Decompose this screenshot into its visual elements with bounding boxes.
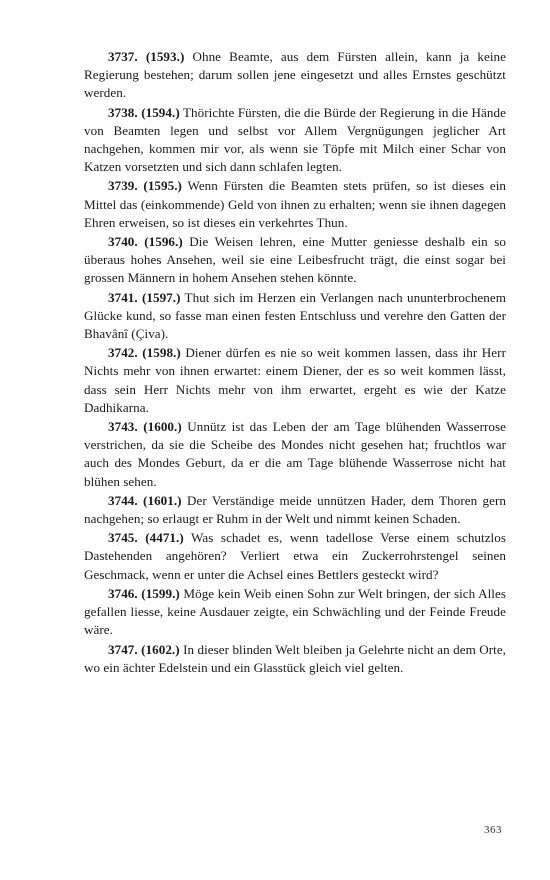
entry-3746: [84, 585, 506, 640]
page-body: [84, 48, 506, 678]
entry-3743: [84, 418, 506, 491]
entry-number: 3744. (1601.): [108, 492, 182, 508]
entry-3742: [84, 344, 506, 417]
entry-text: Die Weisen lehren, eine Mutter geniesse deshalb ein so überaus hohes Ansehen, weil sie eine Leibesfrucht trägt, die einst sogar bei grossen Männern in hohem Ansehen stehen könnte.: [84, 234, 506, 286]
entry-3738: [84, 104, 506, 177]
entry-3739: [84, 177, 506, 232]
entry-text: Thut sich im Herzen ein Verlangen nach ununterbrochenem Glücke kund, so fasse man einen festen Entschluss und verehre den Gatten der Bhavânî (Çiva).: [84, 289, 506, 342]
entry-3741: [84, 289, 506, 344]
page-number: 363: [484, 824, 502, 836]
entry-3744: [84, 492, 506, 528]
entry-number: 3741. (1597.): [108, 289, 181, 305]
entry-number: 3739. (1595.): [108, 178, 182, 194]
entry-number: 3745. (4471.): [108, 530, 184, 546]
entry-number: 3742. (1598.): [108, 345, 181, 361]
entry-text: Thörichte Fürsten, die die Bürde der Regierung in die Hände von Beamten legen und selbst vor Allem Vergnügungen jeglicher Art nachgehen, kommen mir vor, als wenn sie Töpfe mit Milch einer Schar von Katzen vorsetzten und sich dann schlafen legten.: [84, 104, 506, 175]
entry-3740: [84, 233, 506, 288]
entry-text: Unnütz ist das Leben der am Tage blühenden Wasserrose verstrichen, da sie die Scheibe des Mondes nicht gesehen hat; fruchtlos war auch des Mondes Geburt, da er die am Tage blühende Wasserrose nicht hat blühen sehen.: [84, 419, 506, 489]
entry-number: 3743. (1600.): [108, 419, 182, 435]
entry-text: Was schadet es, wenn tadellose Verse einem schutzlos Dastehenden angehören? Verliert etwa ein Zuckerrohrstengel seinen Geschmack, wenn er unter die Achsel eines Bettlers gesteckt wird?: [84, 530, 506, 582]
entry-3737: [84, 48, 506, 103]
entry-text: Der Verständige meide unnützen Hader, dem Thoren gern nachgehen; so erlaugt er Ruhm in der Welt und nimmt keinen Schaden.: [84, 492, 506, 527]
entry-number: 3738. (1594.): [108, 104, 180, 120]
entry-text: Diener dürfen es nie so weit kommen lassen, dass ihr Herr Nichts mehr von ihnen erwartet: einem Diener, der es so weit kommen lässt, dass sein Herr Nichts mehr von ihm erwartet, ergeht es wie der Katze Dadhikarna.: [84, 345, 506, 415]
entry-number: 3746. (1599.): [108, 585, 180, 601]
entry-3747: [84, 641, 506, 677]
entry-text: Wenn Fürsten die Beamten stets prüfen, so ist dieses ein Mittel das (einkommende) Geld von ihnen zu erhalten; wenn sie ihnen dagegen Ehren erweisen, so ist dieses ein verkehrtes Thun.: [84, 178, 506, 230]
entry-text: Ohne Beamte, aus dem Fürsten allein, kann ja keine Regierung bestehen; darum sollen jene eingesetzt und alles Ernstes geschützt werden.: [84, 49, 506, 101]
entry-text: Möge kein Weib einen Sohn zur Welt bringen, der sich Alles gefallen liesse, keine Ausdauer zeigte, ein Schwächling und der Feinde Freude wäre.: [84, 585, 506, 638]
entry-number: 3747. (1602.): [108, 641, 180, 657]
entry-text: In dieser blinden Welt bleiben ja Gelehrte nicht an dem Orte, wo ein ächter Edelstein und ein Glasstück gleich viel gelten.: [84, 641, 506, 675]
entry-number: 3740. (1596.): [108, 234, 183, 250]
entry-number: 3737. (1593.): [108, 49, 185, 64]
entry-3745: [84, 529, 506, 584]
